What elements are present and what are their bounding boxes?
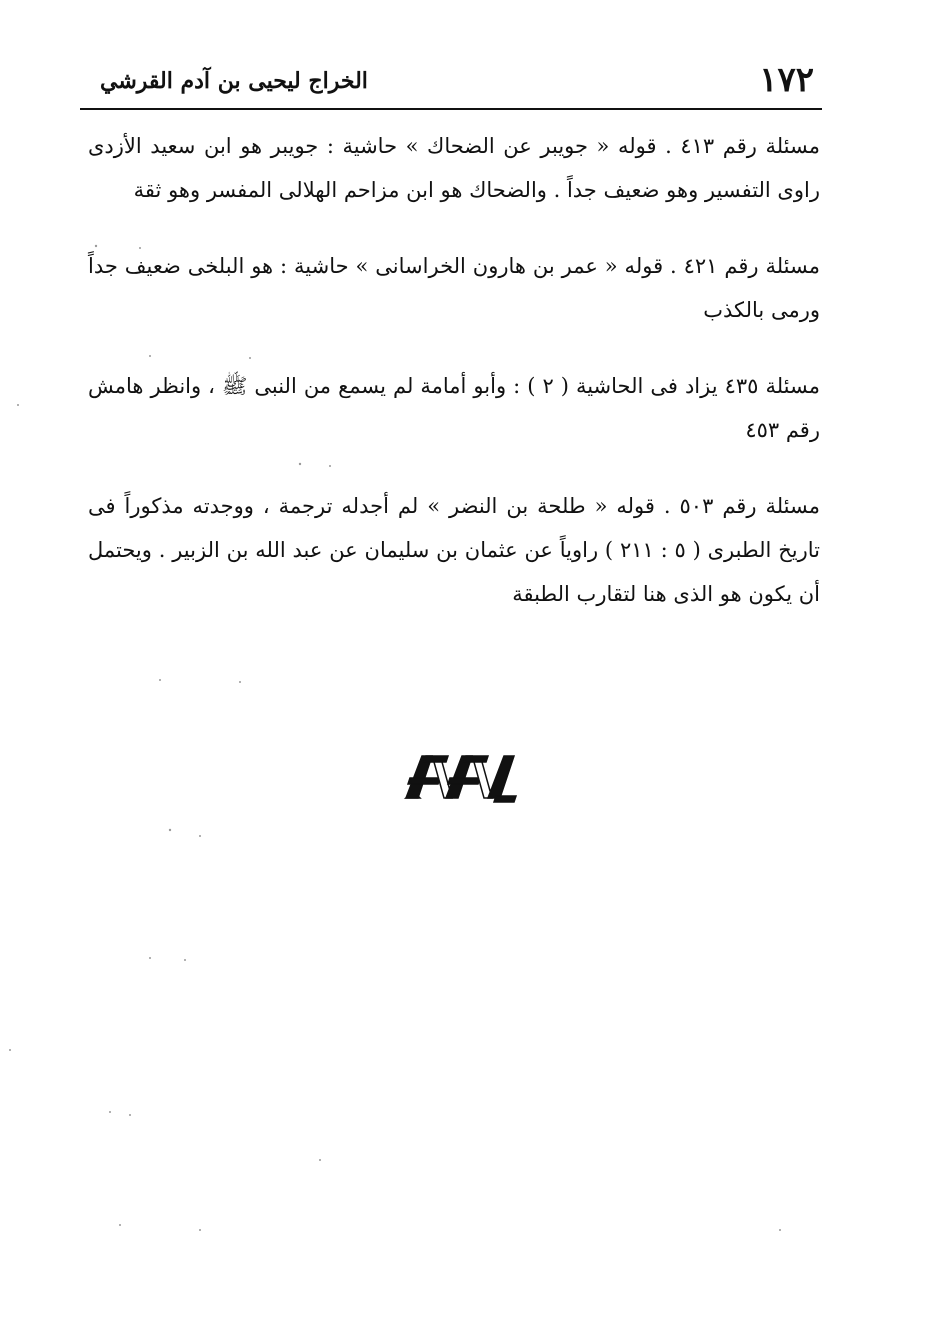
typographic-end-ornament-icon <box>400 748 520 804</box>
note-entry <box>88 364 820 452</box>
note-paragraph: مسئلة رقم ٤١٣ . قوله « جويبر عن الضحاك » حاشية : جويبر هو ابن سعيد الأزدى راوى التفسير وهو ضعيف جداً . والضحاك هو ابن مزاحم الهلالى المفسر وهو ثقة <box>88 134 820 202</box>
note-paragraph: مسئلة رقم ٥٠٣ . قوله « طلحة بن النضر » لم أجدله ترجمة ، ووجدته مذكوراً فى تاريخ الطبرى ( ٥ : ٢١١ ) راوياً عن عثمان بن سليمان عن عبد الله بن الزبير . ويحتمل أن يكون هو الذى هنا لتقارب الطبقة <box>88 494 820 606</box>
note-entry <box>88 124 820 212</box>
header-rule <box>80 108 822 110</box>
page-header <box>80 52 842 104</box>
notes-body <box>88 124 820 648</box>
running-title: الخراج ليحيى بن آدم القرشي <box>100 68 368 94</box>
note-paragraph: مسئلة رقم ٤٢١ . قوله « عمر بن هارون الخراسانى » حاشية : هو البلخى ضعيف جداً ورمى بالكذب <box>88 254 820 322</box>
note-paragraph: مسئلة ٤٣٥ يزاد فى الحاشية ( ٢ ) : وأبو أمامة لم يسمع من النبى ﷺ ، وانظر هامش رقم ٤٥٣ <box>88 374 820 442</box>
note-entry <box>88 484 820 616</box>
note-entry <box>88 244 820 332</box>
page-number: ١٧٢ <box>759 60 814 100</box>
